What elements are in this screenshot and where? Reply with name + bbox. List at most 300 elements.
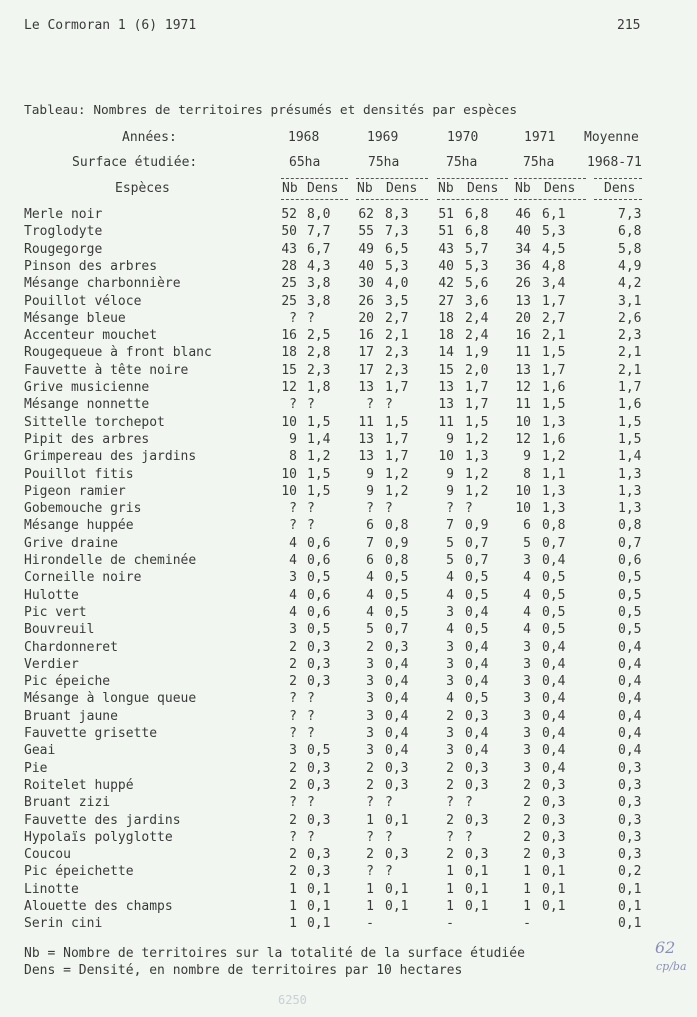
- nb-cell: 13: [358, 431, 374, 447]
- species-name: Rougequeue à front blanc: [24, 345, 212, 361]
- page-number: 215: [617, 18, 641, 33]
- average-dens-cell: 1,3: [618, 501, 642, 517]
- table-row: [0, 294, 697, 311]
- col-dens-1968: Dens: [307, 181, 339, 196]
- dens-cell: 6,1: [542, 207, 566, 222]
- dens-cell: 0,1: [465, 881, 489, 897]
- species-name: Rougegorge: [24, 241, 103, 257]
- nb-cell: 7: [446, 518, 454, 534]
- nb-cell: 1: [366, 899, 374, 914]
- dens-cell: 0,4: [542, 743, 566, 759]
- dens-cell: 1,2: [465, 431, 489, 447]
- dens-cell: 0,3: [385, 639, 409, 655]
- table-row: [0, 640, 697, 657]
- dens-cell: 0,6: [307, 553, 331, 568]
- nb-cell: 10: [515, 501, 531, 517]
- nb-cell: 2: [366, 639, 374, 655]
- nb-cell: 26: [515, 276, 531, 292]
- footnote-dens: Dens = Densité, en nombre de territoires par 10 hectares: [24, 963, 463, 978]
- nb-cell: 3: [289, 570, 297, 586]
- dens-cell: 0,7: [465, 535, 489, 551]
- nb-cell: 13: [515, 293, 531, 309]
- species-name: Verdier: [24, 656, 79, 672]
- nb-cell: 11: [438, 414, 454, 430]
- dens-cell: 2,7: [542, 310, 566, 326]
- nb-cell: 12: [515, 380, 531, 395]
- year-1970: 1970: [447, 130, 479, 145]
- nb-cell: 30: [358, 276, 374, 292]
- species-name: Grive draine: [24, 535, 118, 551]
- nb-cell: ?: [366, 829, 374, 845]
- nb-cell: 13: [438, 397, 454, 413]
- dens-cell: 6,8: [465, 207, 489, 222]
- dens-cell: 1,5: [307, 414, 331, 430]
- nb-cell: 9: [523, 449, 531, 465]
- average-dens-cell: 4,9: [618, 258, 642, 274]
- dens-cell: 0,3: [542, 777, 566, 793]
- nb-cell: 2: [366, 777, 374, 793]
- dens-cell: 0,9: [465, 518, 489, 534]
- nb-cell: 1: [523, 881, 531, 897]
- nb-cell: 40: [515, 224, 531, 240]
- dens-cell: 2,1: [542, 328, 566, 344]
- nb-cell: 17: [358, 345, 374, 361]
- nb-cell: 10: [281, 414, 297, 430]
- dens-cell: 0,1: [542, 899, 566, 914]
- dens-cell: ?: [385, 397, 393, 413]
- dens-cell: 6,7: [307, 241, 331, 257]
- dens-cell: 0,4: [542, 708, 566, 724]
- dens-cell: ?: [307, 691, 315, 707]
- surface-label: Surface étudiée:: [72, 155, 198, 170]
- average-dens-cell: 1,6: [618, 397, 642, 413]
- dens-cell: 0,3: [465, 777, 489, 793]
- dens-cell: 1,8: [307, 380, 331, 395]
- dens-cell: 1,3: [465, 449, 489, 465]
- average-dens-cell: 2,1: [618, 362, 642, 378]
- table-row: [0, 224, 697, 241]
- nb-cell: 12: [515, 431, 531, 447]
- species-name: Corneille noire: [24, 570, 142, 586]
- dens-cell: ?: [307, 310, 315, 326]
- dens-cell: 0,8: [385, 518, 409, 534]
- nb-cell: 3: [366, 743, 374, 759]
- species-name: Fauvette à tête noire: [24, 362, 189, 378]
- dens-cell: ?: [307, 708, 315, 724]
- dens-cell: 0,3: [542, 829, 566, 845]
- dens-cell: 1,3: [542, 414, 566, 430]
- dens-cell: 1,5: [307, 483, 331, 499]
- dens-cell: 0,4: [465, 604, 489, 620]
- average-label: Moyenne: [584, 130, 639, 145]
- nb-cell: ?: [289, 501, 297, 517]
- dens-cell: 0,5: [542, 622, 566, 638]
- species-name: Pouillot fitis: [24, 466, 134, 482]
- nb-cell: 62: [358, 207, 374, 222]
- dens-cell: 2,3: [385, 345, 409, 361]
- nb-cell: 12: [281, 380, 297, 395]
- dens-cell: 0,5: [385, 604, 409, 620]
- table-row: [0, 501, 697, 518]
- average-dens-cell: 0,5: [618, 622, 642, 638]
- dens-cell: 0,4: [542, 691, 566, 707]
- dens-cell: 0,6: [307, 604, 331, 620]
- average-dens-cell: 0,3: [618, 795, 642, 811]
- nb-cell: 5: [446, 535, 454, 551]
- dens-cell: 0,3: [307, 864, 331, 880]
- dens-cell: 0,4: [465, 743, 489, 759]
- table-row: [0, 691, 697, 708]
- nb-cell: 2: [446, 708, 454, 724]
- surface-1968: 65ha: [289, 155, 321, 170]
- nb-cell: 51: [438, 207, 454, 222]
- nb-cell: 18: [438, 310, 454, 326]
- nb-cell: 3: [523, 656, 531, 672]
- nb-cell: 1: [366, 812, 374, 828]
- average-dens-cell: 7,3: [618, 207, 642, 222]
- nb-cell: 3: [523, 708, 531, 724]
- dens-cell: 2,1: [385, 328, 409, 344]
- species-name: Fauvette grisette: [24, 726, 158, 741]
- nb-cell: 9: [446, 431, 454, 447]
- nb-cell: ?: [446, 795, 454, 811]
- table-row: [0, 588, 697, 605]
- dens-cell: 0,4: [385, 726, 409, 741]
- nb-cell: ?: [289, 518, 297, 534]
- nb-cell: ?: [289, 829, 297, 845]
- nb-cell: ?: [289, 795, 297, 811]
- nb-cell: 2: [446, 760, 454, 776]
- nb-cell: 3: [289, 743, 297, 759]
- average-dens-cell: 1,5: [618, 431, 642, 447]
- nb-cell: 40: [358, 258, 374, 274]
- table-row: [0, 207, 697, 224]
- dens-cell: 0,3: [307, 812, 331, 828]
- nb-cell: 2: [523, 812, 531, 828]
- species-name: Troglodyte: [24, 224, 103, 240]
- nb-cell: 5: [446, 553, 454, 568]
- dens-cell: 0,5: [465, 570, 489, 586]
- dens-cell: 0,4: [542, 639, 566, 655]
- nb-cell: 13: [515, 362, 531, 378]
- nb-cell: 3: [446, 674, 454, 690]
- nb-cell: 4: [446, 691, 454, 707]
- nb-cell: 2: [289, 760, 297, 776]
- dens-cell: 1,6: [542, 380, 566, 395]
- average-period: 1968-71: [587, 155, 642, 170]
- table-row: [0, 882, 697, 899]
- average-dens-cell: 0,6: [618, 553, 642, 568]
- species-name: Mésange charbonnière: [24, 276, 181, 292]
- species-name: Hulotte: [24, 587, 79, 603]
- species-name: Chardonneret: [24, 639, 118, 655]
- nb-cell: 4: [289, 553, 297, 568]
- dens-cell: 0,1: [465, 899, 489, 914]
- nb-cell: 7: [366, 535, 374, 551]
- dens-cell: 0,5: [465, 622, 489, 638]
- average-dens-cell: 5,8: [618, 241, 642, 257]
- dens-cell: 0,1: [307, 899, 331, 914]
- dens-cell: 0,5: [465, 691, 489, 707]
- dens-cell: 0,3: [307, 639, 331, 655]
- nb-cell: 2: [446, 812, 454, 828]
- table-row: [0, 899, 697, 916]
- nb-cell: ?: [289, 310, 297, 326]
- table-row: [0, 709, 697, 726]
- nb-cell: 1: [446, 899, 454, 914]
- col-dens-1971: Dens: [544, 181, 576, 196]
- dens-cell: 1,7: [465, 380, 489, 395]
- nb-cell: ?: [366, 864, 374, 880]
- margin-note-bottom: cp/ba: [656, 960, 687, 973]
- dens-cell: 0,6: [307, 587, 331, 603]
- nb-cell: ?: [289, 397, 297, 413]
- nb-cell: 3: [289, 622, 297, 638]
- species-name: Serin cini: [24, 916, 103, 932]
- nb-cell: -: [523, 916, 531, 932]
- dens-cell: 0,8: [385, 553, 409, 568]
- species-name: Mésange bleue: [24, 310, 126, 326]
- dens-cell: 0,3: [307, 656, 331, 672]
- nb-cell: 36: [515, 258, 531, 274]
- nb-cell: 3: [523, 743, 531, 759]
- table-row: [0, 605, 697, 622]
- average-dens-cell: 2,3: [618, 328, 642, 344]
- dens-cell: 1,7: [465, 397, 489, 413]
- nb-cell: 6: [366, 518, 374, 534]
- nb-cell: 11: [515, 345, 531, 361]
- dens-cell: 1,5: [465, 414, 489, 430]
- dens-cell: 1,3: [542, 501, 566, 517]
- average-dens-cell: 3,1: [618, 293, 642, 309]
- dens-cell: 0,3: [307, 847, 331, 863]
- dens-cell: 1,2: [465, 483, 489, 499]
- nb-cell: 25: [281, 293, 297, 309]
- nb-cell: 1: [523, 899, 531, 914]
- dens-cell: ?: [385, 864, 393, 880]
- nb-cell: 2: [366, 760, 374, 776]
- nb-cell: 25: [281, 276, 297, 292]
- dens-cell: 0,5: [465, 587, 489, 603]
- table-row: [0, 484, 697, 501]
- nb-cell: 10: [281, 466, 297, 482]
- dens-cell: 0,4: [385, 656, 409, 672]
- dens-cell: ?: [385, 829, 393, 845]
- dens-cell: 7,7: [307, 224, 331, 240]
- dens-cell: 0,3: [465, 708, 489, 724]
- table-row: [0, 449, 697, 466]
- dens-cell: 0,5: [307, 622, 331, 638]
- dens-cell: ?: [465, 795, 473, 811]
- table-title: Tableau: Nombres de territoires présumés et densités par espèces: [24, 103, 518, 118]
- nb-cell: 20: [515, 310, 531, 326]
- dens-cell: 0,1: [542, 864, 566, 880]
- dens-cell: 2,3: [385, 362, 409, 378]
- dens-cell: 5,3: [385, 258, 409, 274]
- dens-cell: ?: [465, 501, 473, 517]
- nb-cell: 5: [366, 622, 374, 638]
- dens-cell: 1,5: [542, 345, 566, 361]
- nb-cell: 28: [281, 258, 297, 274]
- col-nb-1970: Nb: [438, 181, 454, 196]
- species-name: Grive musicienne: [24, 380, 150, 395]
- species-name: Geai: [24, 743, 56, 759]
- species-name: Gobemouche gris: [24, 501, 142, 517]
- average-dens-cell: 0,4: [618, 674, 642, 690]
- nb-cell: 9: [366, 483, 374, 499]
- dens-cell: 1,2: [307, 449, 331, 465]
- table-row: [0, 328, 697, 345]
- table-row: [0, 778, 697, 795]
- average-dens-cell: 1,7: [618, 380, 642, 395]
- dens-cell: 2,7: [385, 310, 409, 326]
- nb-cell: 52: [281, 207, 297, 222]
- average-dens-cell: 0,4: [618, 639, 642, 655]
- table-row: [0, 536, 697, 553]
- surface-1971: 75ha: [523, 155, 555, 170]
- nb-cell: 2: [446, 777, 454, 793]
- dens-cell: 1,5: [307, 466, 331, 482]
- dens-cell: 0,9: [385, 535, 409, 551]
- species-name: Hypolaïs polyglotte: [24, 829, 173, 845]
- table-row: [0, 432, 697, 449]
- nb-cell: 27: [438, 293, 454, 309]
- average-dens-cell: 2,1: [618, 345, 642, 361]
- species-name: Sittelle torchepot: [24, 414, 165, 430]
- nb-cell: 4: [366, 570, 374, 586]
- nb-cell: 6: [523, 518, 531, 534]
- surface-1970: 75ha: [446, 155, 478, 170]
- table-row: [0, 726, 697, 743]
- dens-cell: 0,7: [385, 622, 409, 638]
- nb-cell: 34: [515, 241, 531, 257]
- nb-cell: ?: [446, 829, 454, 845]
- nb-cell: 51: [438, 224, 454, 240]
- dens-cell: 0,4: [542, 760, 566, 776]
- average-dens-cell: 1,3: [618, 466, 642, 482]
- nb-cell: 18: [438, 328, 454, 344]
- dens-cell: 1,3: [542, 483, 566, 499]
- dens-cell: 0,3: [385, 847, 409, 863]
- nb-cell: 2: [366, 847, 374, 863]
- dens-cell: 0,1: [465, 864, 489, 880]
- table-row: [0, 415, 697, 432]
- nb-cell: 2: [289, 777, 297, 793]
- year-1968: 1968: [288, 130, 320, 145]
- nb-cell: 3: [523, 553, 531, 568]
- dens-cell: 0,4: [385, 674, 409, 690]
- species-name: Pic épeichette: [24, 864, 134, 880]
- nb-cell: ?: [366, 795, 374, 811]
- table-row: [0, 363, 697, 380]
- average-dens-cell: 0,3: [618, 829, 642, 845]
- running-header: Le Cormoran 1 (6) 1971: [24, 18, 197, 33]
- dens-cell: 0,7: [465, 553, 489, 568]
- nb-cell: 9: [366, 466, 374, 482]
- nb-cell: 2: [289, 847, 297, 863]
- table-row: [0, 345, 697, 362]
- col-nb-1969: Nb: [357, 181, 373, 196]
- nb-cell: 11: [358, 414, 374, 430]
- dens-cell: 1,5: [542, 397, 566, 413]
- species-name: Pouillot véloce: [24, 293, 142, 309]
- nb-cell: 1: [523, 864, 531, 880]
- average-dens-cell: 4,2: [618, 276, 642, 292]
- dens-cell: 5,3: [542, 224, 566, 240]
- dens-cell: ?: [385, 501, 393, 517]
- dens-cell: 8,0: [307, 207, 331, 222]
- table-row: [0, 518, 697, 535]
- margin-note-top: 62: [655, 938, 676, 957]
- nb-cell: 2: [523, 829, 531, 845]
- nb-cell: 50: [281, 224, 297, 240]
- nb-cell: 43: [281, 241, 297, 257]
- average-dens-cell: 0,3: [618, 847, 642, 863]
- species-name: Pie: [24, 760, 48, 776]
- dens-cell: 1,4: [307, 431, 331, 447]
- table-row: [0, 813, 697, 830]
- dens-cell: 0,3: [385, 760, 409, 776]
- species-name: Hirondelle de cheminée: [24, 553, 197, 568]
- nb-cell: 5: [523, 535, 531, 551]
- nb-cell: 4: [446, 587, 454, 603]
- nb-cell: 8: [523, 466, 531, 482]
- nb-cell: 3: [366, 656, 374, 672]
- nb-cell: 2: [289, 864, 297, 880]
- dens-cell: 7,3: [385, 224, 409, 240]
- surface-1969: 75ha: [368, 155, 400, 170]
- average-dens-cell: 0,4: [618, 656, 642, 672]
- nb-cell: 2: [289, 639, 297, 655]
- dens-cell: 2,4: [465, 310, 489, 326]
- dens-cell: 3,5: [385, 293, 409, 309]
- dens-cell: 0,1: [307, 881, 331, 897]
- nb-cell: 16: [515, 328, 531, 344]
- dens-cell: 1,7: [385, 431, 409, 447]
- species-name: Bruant zizi: [24, 795, 111, 811]
- col-nb-1971: Nb: [515, 181, 531, 196]
- nb-cell: ?: [289, 708, 297, 724]
- species-label: Espèces: [115, 181, 170, 196]
- nb-cell: 9: [289, 431, 297, 447]
- nb-cell: 4: [289, 587, 297, 603]
- table-row: [0, 553, 697, 570]
- dens-cell: 4,5: [542, 241, 566, 257]
- dens-cell: 0,3: [542, 847, 566, 863]
- average-dens-cell: 0,1: [618, 881, 642, 897]
- nb-cell: 14: [438, 345, 454, 361]
- dens-cell: 6,8: [465, 224, 489, 240]
- table-row: [0, 847, 697, 864]
- table-row: [0, 570, 697, 587]
- nb-cell: -: [366, 916, 374, 932]
- nb-cell: ?: [446, 501, 454, 517]
- average-dens-cell: 0,5: [618, 587, 642, 603]
- dens-cell: ?: [307, 518, 315, 534]
- nb-cell: 3: [446, 604, 454, 620]
- dens-cell: 0,3: [542, 812, 566, 828]
- dens-cell: 0,3: [465, 847, 489, 863]
- table-row: [0, 674, 697, 691]
- nb-cell: 4: [523, 570, 531, 586]
- nb-cell: 6: [366, 553, 374, 568]
- dens-cell: 2,5: [307, 328, 331, 344]
- nb-cell: ?: [366, 397, 374, 413]
- nb-cell: 3: [446, 639, 454, 655]
- nb-cell: 10: [515, 414, 531, 430]
- nb-cell: 15: [281, 362, 297, 378]
- species-name: Bouvreuil: [24, 622, 95, 638]
